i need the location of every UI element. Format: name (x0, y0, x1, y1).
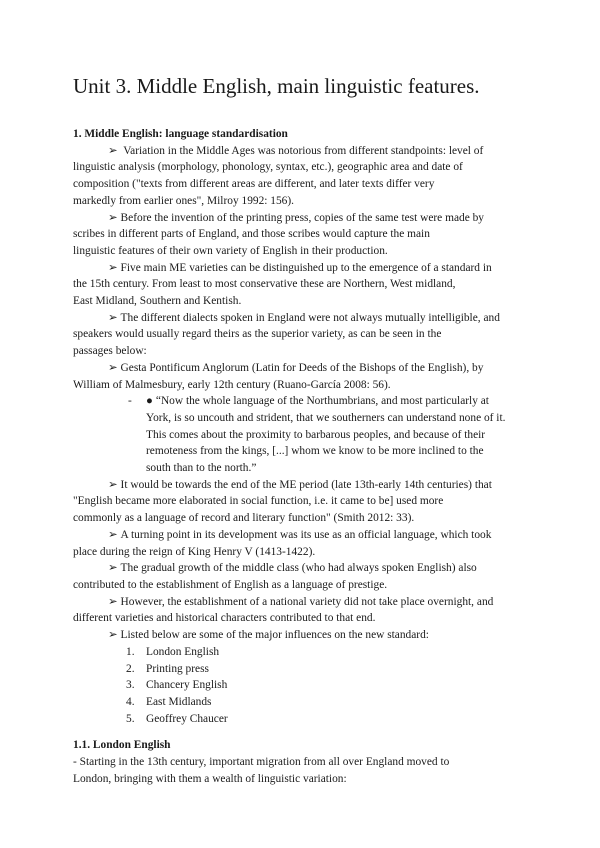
line-text: The gradual growth of the middle class (who had always spoken English) also (120, 562, 477, 575)
list-number: 5. (126, 712, 135, 725)
arrow-bullet-icon: ➢ (108, 595, 118, 608)
arrow-bullet-icon: ➢ (108, 478, 118, 491)
line-text: commonly as a language of record and literary function" (Smith 2012: 33). (73, 512, 415, 525)
quote-dash: - (128, 395, 132, 408)
line-text: linguistic features of their own variety of English in their production. (73, 244, 388, 257)
line-text: speakers would usually regard theirs as the superior variety, as can be seen in the (73, 328, 442, 341)
line-text: Five main ME varieties can be distinguished up to the emergence of a standard in (120, 261, 492, 274)
line-text: This comes about the proximity to barbarous peoples, and because of their (146, 428, 486, 441)
line-text: place during the reign of King Henry V (1413-1422). (73, 545, 316, 558)
points-list (73, 143, 535, 394)
line-text: contributed to the establishment of English as a language of prestige. (73, 578, 388, 591)
list-label: London English (146, 645, 220, 658)
paragraph-line (73, 544, 535, 561)
line-text: Before the invention of the printing press, copies of the same test were made by (120, 211, 484, 224)
paragraph-line (73, 310, 535, 327)
arrow-bullet-icon: ➢ (108, 629, 118, 642)
bullet-dot-icon: ● (146, 395, 153, 408)
list-number: 3. (126, 679, 135, 692)
line-text: scribes in different parts of England, and those scribes would capture the main (73, 228, 430, 241)
paragraph-line (73, 243, 535, 260)
line-text: The different dialects spoken in England were not always mutually intelligible, and (120, 311, 500, 324)
list-label: Geoffrey Chaucer (146, 712, 228, 725)
paragraph-line (73, 527, 535, 544)
line-text: passages below: (73, 345, 147, 358)
line-text: composition ("texts from different areas are different, and later texts differ very (73, 178, 435, 191)
quote-line (146, 443, 535, 460)
list-item (73, 677, 535, 694)
paragraph-line (73, 343, 535, 360)
arrow-bullet-icon: ➢ (108, 528, 118, 541)
paragraph-line (73, 193, 535, 210)
quote-line (146, 410, 535, 427)
line-text: William of Malmesbury, early 12th century (Ruano-García 2008: 56). (73, 378, 391, 391)
list-item (73, 711, 535, 728)
paragraph-line (73, 226, 535, 243)
paragraph-line (73, 510, 535, 527)
paragraph-line (73, 360, 535, 377)
arrow-bullet-icon: ➢ (108, 311, 118, 324)
list-item (73, 661, 535, 678)
line-text: south than to the north.” (146, 462, 257, 475)
list-number: 1. (126, 645, 135, 658)
section-heading: 1. Middle English: language standardisation (73, 128, 288, 140)
paragraph-line (73, 577, 535, 594)
paragraph-line (73, 176, 535, 193)
list-label: East Midlands (146, 695, 212, 708)
paragraph-line (73, 143, 535, 160)
arrow-bullet-icon: ➢ (108, 361, 118, 374)
line-text: It would be towards the end of the ME period (late 13th-early 14th centuries) that (120, 478, 492, 491)
quote-block (73, 393, 535, 477)
paragraph-line (73, 610, 535, 627)
line-text: Variation in the Middle Ages was notorious from different standpoints: level of (120, 144, 484, 157)
paragraph-line (73, 326, 535, 343)
paragraph-line (73, 276, 535, 293)
subsection-heading: 1.1. London English (73, 739, 171, 752)
document-body (73, 126, 535, 787)
points-list (73, 477, 535, 644)
paragraph-line (73, 293, 535, 310)
line-text: A turning point in its development was its use as an official language, which took (120, 528, 492, 541)
paragraph-line (73, 560, 535, 577)
list-item (73, 644, 535, 661)
line-text: linguistic analysis (morphology, phonology, syntax, etc.), geographic area and date of (73, 161, 463, 174)
quote-text (146, 393, 535, 477)
line-text: "English became more elaborated in social function, i.e. it came to be] used more (73, 495, 444, 508)
line-text: Gesta Pontificum Anglorum (Latin for Deeds of the Bishops of the English), by (120, 361, 484, 374)
arrow-bullet-icon: ➢ (108, 261, 118, 274)
list-number: 2. (126, 662, 135, 675)
line-text: markedly from earlier ones", Milroy 1992: 156). (73, 194, 295, 207)
paragraph-line (73, 210, 535, 227)
paragraph-line: - Starting in the 13th century, important migration from all over England moved to (73, 756, 450, 769)
list-label: Chancery English (146, 679, 228, 692)
paragraph-line (73, 377, 535, 394)
paragraph-line (73, 627, 535, 644)
subsection-text (73, 754, 535, 787)
page-title: Unit 3. Middle English, main linguistic features. (73, 74, 480, 98)
list-label: Printing press (146, 662, 209, 675)
quote-line (146, 460, 535, 477)
paragraph-line (73, 159, 535, 176)
arrow-bullet-icon: ➢ (108, 211, 118, 224)
line-text: the 15th century. From least to most conservative these are Northern, West midland, (73, 278, 456, 291)
line-text: However, the establishment of a national variety did not take place overnight, and (120, 595, 494, 608)
line-text: “Now the whole language of the Northumbrians, and most particularly at (155, 395, 489, 408)
paragraph-line (73, 594, 535, 611)
paragraph-line: London, bringing with them a wealth of linguistic variation: (73, 772, 347, 785)
line-text: East Midland, Southern and Kentish. (73, 295, 242, 308)
list-number: 4. (126, 695, 135, 708)
line-text: York, is so uncouth and strident, that we southerners can understand none of it. (146, 411, 506, 424)
paragraph-line (73, 260, 535, 277)
quote-line (146, 427, 535, 444)
line-text: Listed below are some of the major influences on the new standard: (120, 629, 429, 642)
influences-list (73, 644, 535, 728)
line-text: different varieties and historical characters contributed to that end. (73, 612, 376, 625)
paragraph-line (73, 477, 535, 494)
quote-line (146, 393, 535, 410)
paragraph-line (73, 493, 535, 510)
arrow-bullet-icon: ➢ (108, 144, 118, 157)
arrow-bullet-icon: ➢ (108, 562, 118, 575)
line-text: remoteness from the kings, [...] whom we know to be more inclined to the (146, 445, 484, 458)
list-item (73, 694, 535, 711)
